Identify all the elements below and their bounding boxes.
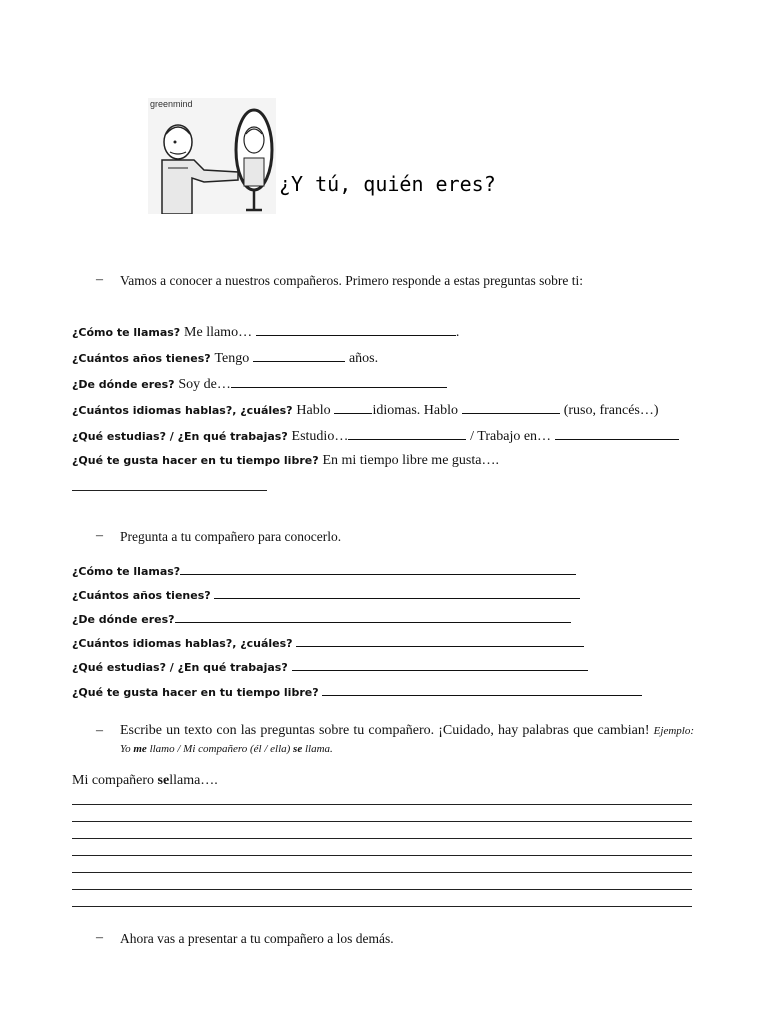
question-languages: ¿Cuántos idiomas hablas?, ¿cuáles? Hablo idiomas. Hablo (ruso, francés…) — [72, 403, 659, 418]
mirror-illustration — [148, 98, 276, 214]
writing-line[interactable] — [72, 889, 692, 890]
answer-blank[interactable] — [292, 658, 588, 671]
answer-blank[interactable] — [214, 586, 580, 599]
answer-blank[interactable] — [555, 427, 679, 440]
page-title: ¿Y tú, quién eres? — [279, 172, 496, 196]
brand-label: greenmind — [150, 99, 193, 109]
question-origin: ¿De dónde eres? Soy de… — [72, 375, 447, 393]
bullet-dash: – — [96, 930, 103, 945]
writing-line[interactable] — [72, 906, 692, 907]
instruction-1: Vamos a conocer a nuestros compañeros. Primero responde a estas preguntas sobre ti: — [120, 273, 583, 288]
answer-blank[interactable] — [175, 610, 571, 623]
instruction-2: Pregunta a tu compañero para conocerlo. — [120, 529, 342, 544]
answer-blank[interactable] — [334, 401, 372, 414]
partner-question-name: ¿Cómo te llamas? — [72, 562, 576, 578]
answer-blank[interactable] — [180, 562, 576, 575]
instruction-4: Ahora vas a presentar a tu compañero a los demás. — [120, 931, 394, 946]
question-name: ¿Cómo te llamas? Me llamo… . — [72, 325, 460, 340]
answer-blank[interactable] — [231, 375, 447, 388]
partner-question-free-time: ¿Qué te gusta hacer en tu tiempo libre? — [72, 683, 642, 699]
answer-blank[interactable] — [462, 401, 560, 414]
answer-blank[interactable] — [296, 634, 584, 647]
partner-question-languages: ¿Cuántos idiomas hablas?, ¿cuáles? — [72, 634, 584, 650]
question-age: ¿Cuántos años tienes? Tengo años. — [72, 351, 379, 366]
instruction-3: Escribe un texto con las preguntas sobre tu compañero. ¡Cuidado, hay palabras que cambian! Ejemplo: Yo me llamo / Mi compañero (él / ella) se llama. — [120, 723, 694, 755]
writing-line[interactable] — [72, 838, 692, 839]
question-free-time: ¿Qué te gusta hacer en tu tiempo libre? En mi tiempo libre me gusta…. — [72, 453, 499, 468]
question-study-work: ¿Qué estudias? / ¿En qué trabajas? Estudio… / Trabajo en… — [72, 427, 679, 445]
bullet-dash: – — [96, 272, 103, 287]
partner-question-age: ¿Cuántos años tienes? — [72, 586, 580, 602]
answer-blank[interactable] — [256, 323, 456, 336]
bullet-dash: – — [96, 723, 103, 738]
bullet-dash: – — [96, 528, 103, 543]
answer-blank[interactable] — [322, 683, 642, 696]
writing-line[interactable] — [72, 821, 692, 822]
answer-blank[interactable] — [348, 427, 466, 440]
answer-line[interactable] — [72, 490, 267, 491]
writing-line[interactable] — [72, 855, 692, 856]
writing-line[interactable] — [72, 804, 692, 805]
writing-line[interactable] — [72, 872, 692, 873]
text-starter: Mi compañero sellama…. — [72, 773, 218, 788]
partner-question-origin: ¿De dónde eres? — [72, 610, 571, 626]
partner-question-study-work: ¿Qué estudias? / ¿En qué trabajas? — [72, 658, 588, 674]
answer-blank[interactable] — [253, 349, 345, 362]
